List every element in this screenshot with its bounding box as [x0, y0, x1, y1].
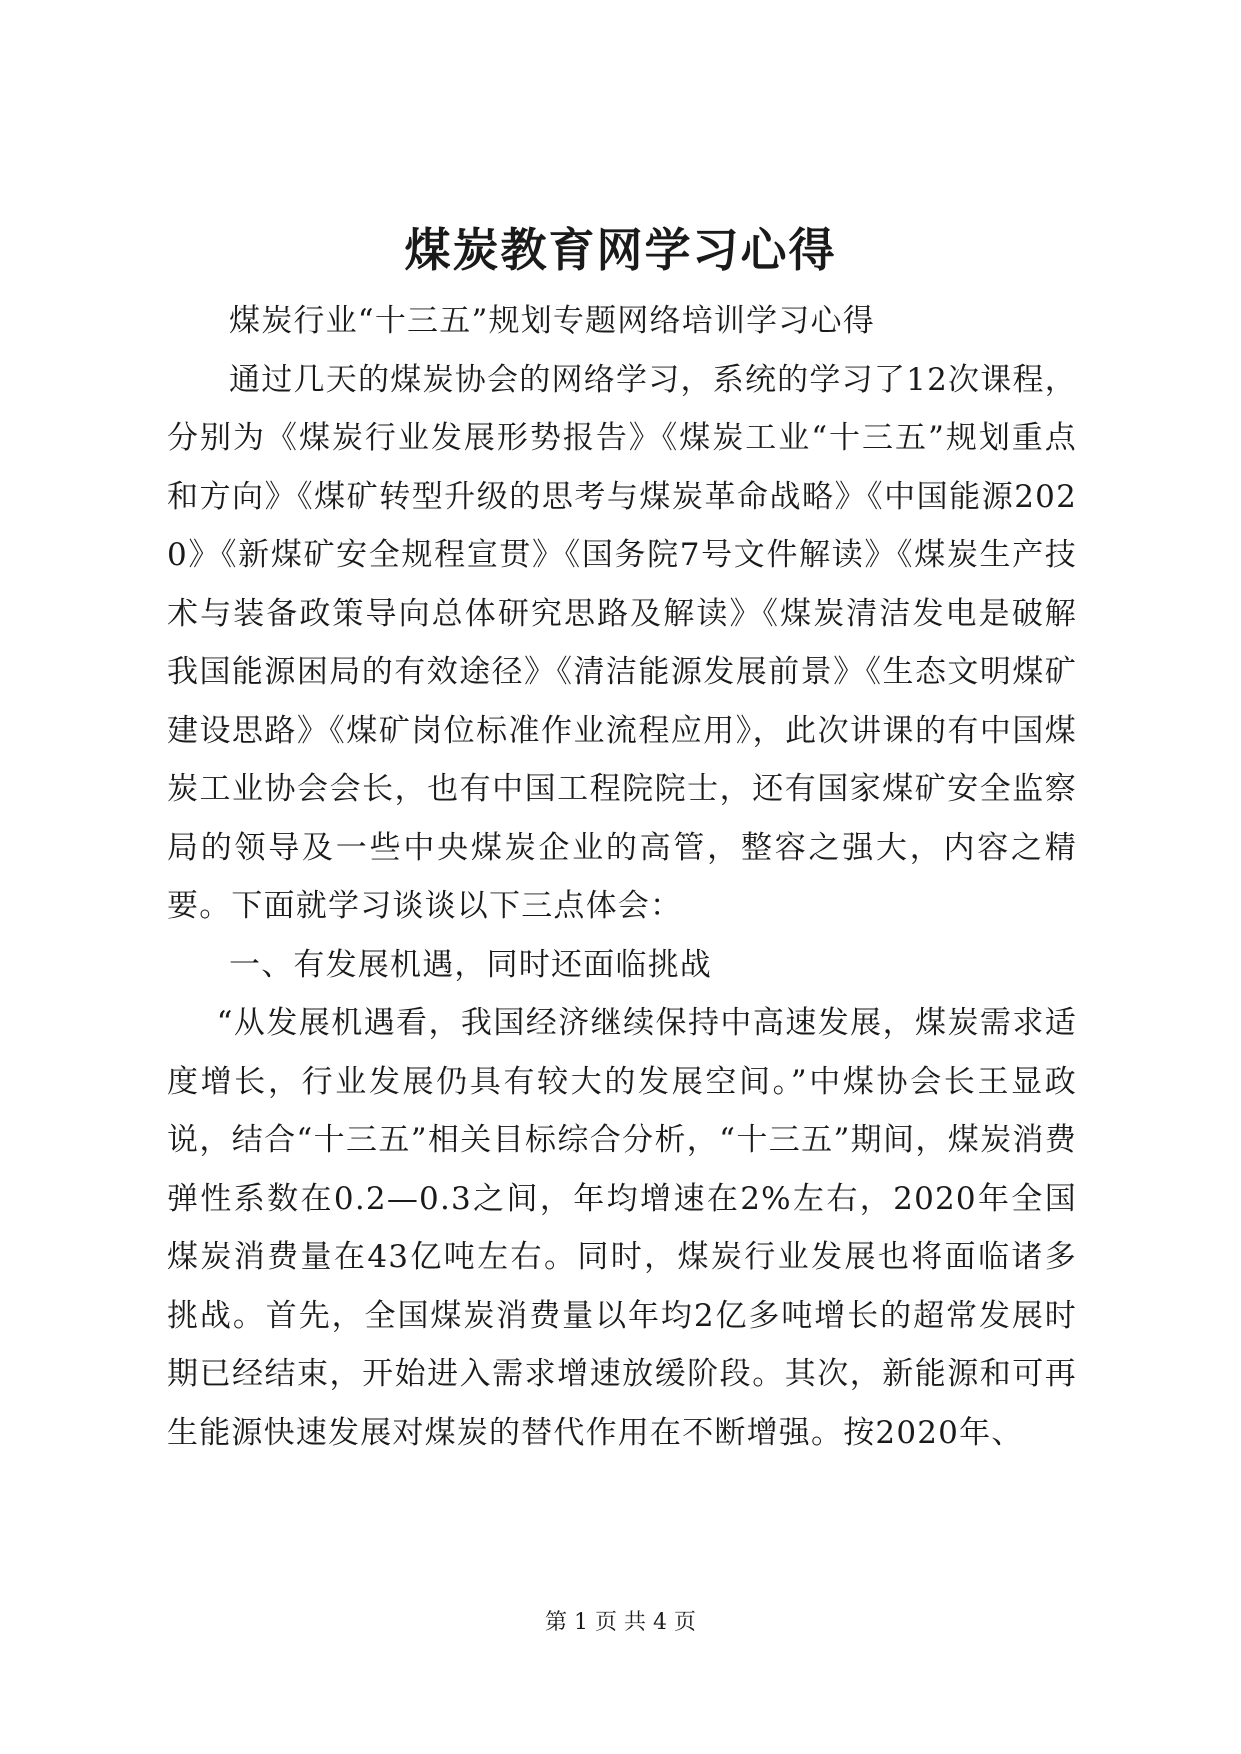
- document-title: 煤炭教育网学习心得: [404, 223, 837, 277]
- body-paragraph: “从发展机遇看，我国经济继续保持中高速发展，煤炭需求适度增长，行业发展仍具有较大的发展空间。”中煤协会长王显政说，结合“十三五”相关目标综合分析，“十三五”期间，煤炭消费弹性系数在0.2—0.3之间，年均增速在2%左右，2020年全国煤炭消费量在43亿吨左右。同时，煤炭行业发展也将面临诸多挑战。首先，全国煤炭消费量以年均2亿多吨增长的超常发展时期已经结束，开始进入需求增速放缓阶段。其次，新能源和可再生能源快速发展对煤炭的替代作用在不断增强。按2020年、: [167, 1005, 1077, 1451]
- section-heading: 一、有发展机遇，同时还面临挑战: [229, 946, 712, 983]
- intro-paragraph: 通过几天的煤炭协会的网络学习，系统的学习了12次课程，分别为《煤炭行业发展形势报告》《煤炭工业“十三五”规划重点和方向》《煤矿转型升级的思考与煤炭革命战略》《中国能源2020》《新煤矿安全规程宣贯》《国务院7号文件解读》《煤炭生产技术与装备政策导向总体研究思路及解读》《煤炭清洁发电是破解我国能源困局的有效途径》《清洁能源发展前景》《生态文明煤矿建设思路》《煤矿岗位标准作业流程应用》，此次讲课的有中国煤炭工业协会会长，也有中国工程院院士，还有国家煤矿安全监察局的领导及一些中央煤炭企业的高管，整容之强大，内容之精要。下面就学习谈谈以下三点体会：: [167, 361, 1077, 924]
- page-number-footer: 第 1 页 共 4 页: [545, 1610, 696, 1635]
- document-body: [167, 292, 1077, 1462]
- subtitle-paragraph: 煤炭行业“十三五”规划专题网络培训学习心得: [229, 303, 875, 339]
